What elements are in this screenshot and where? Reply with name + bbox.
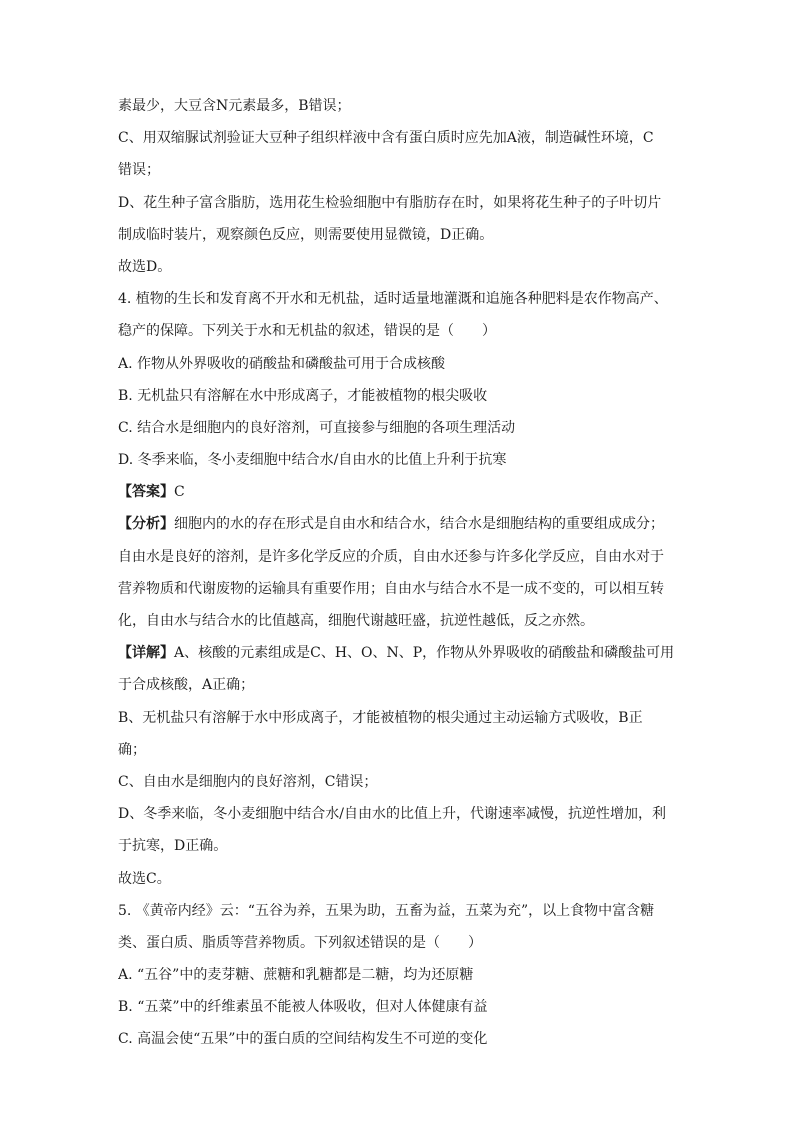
- text-line: 化，自由水与结合水的比值越高，细胞代谢越旺盛，抗逆性越低，反之亦然。: [118, 613, 594, 629]
- answer-value: C: [174, 484, 185, 501]
- text-line: 自由水是良好的溶剂，是许多化学反应的介质，自由水还参与许多化学反应，自由水对于: [118, 548, 664, 565]
- text-line: 故选C。: [118, 870, 171, 887]
- option-d: D. 冬季来临，冬小麦细胞中结合水/自由水的比值上升利于抗寒: [118, 452, 507, 469]
- question-5-stem: 5. 《黄帝内经》云：“五谷为养，五果为助，五畜为益，五菜为充”，以上食物中富含糖: [118, 902, 655, 919]
- detail-tag: 【详解】: [118, 645, 174, 662]
- text-line: 错误；: [118, 162, 160, 179]
- text-line: B、无机盐只有溶解于水中形成离子，才能被植物的根尖通过主动运输方式吸收，B正: [118, 709, 643, 726]
- text-line: 于抗寒，D正确。: [118, 838, 228, 855]
- text-line: 稳产的保障。下列关于水和无机盐的叙述，错误的是（ ）: [118, 323, 496, 340]
- text-line: 确；: [118, 741, 146, 758]
- option-b: B. “五菜”中的纤维素虽不能被人体吸收，但对人体健康有益: [118, 999, 488, 1016]
- document-page: [118, 96, 678, 1062]
- option-a: A. “五谷”中的麦芽糖、蔗糖和乳糖都是二糖，均为还原糖: [118, 967, 474, 984]
- detail-line: [118, 643, 678, 663]
- option-a: A. 作物从外界吸收的硝酸盐和磷酸盐可用于合成核酸: [118, 355, 446, 372]
- option-c: C. 结合水是细胞内的良好溶剂，可直接参与细胞的各项生理活动: [118, 419, 516, 436]
- option-c: C. 高温会使“五果”中的蛋白质的空间结构发生不可逆的变化: [118, 1031, 488, 1048]
- option-b: B. 无机盐只有溶解在水中形成离子，才能被植物的根尖吸收: [118, 387, 488, 404]
- answer-tag: 【答案】: [118, 484, 174, 501]
- detail-text: A、核酸的元素组成是C、H、O、N、P，作物从外界吸收的硝酸盐和磷酸盐可用: [174, 645, 675, 662]
- text-line: C、自由水是细胞内的良好溶剂，C错误；: [118, 773, 378, 790]
- question-4-stem: 4. 植物的生长和发育离不开水和无机盐，适时适量地灌溉和追施各种肥料是农作物高产、: [118, 291, 668, 308]
- text-line: C、用双缩脲试剂验证大豆种子组织样液中含有蛋白质时应先加A液，制造碱性环境，C: [118, 130, 654, 147]
- answer-line: [118, 482, 678, 502]
- text-line: 于合成核酸，A正确；: [118, 677, 255, 694]
- text-line: D、花生种子富含脂肪，选用花生检验细胞中有脂肪存在时，如果将花生种子的子叶切片: [118, 194, 662, 211]
- text-line: 营养物质和代谢废物的运输具有重要作用；自由水与结合水不是一成不变的，可以相互转: [118, 580, 664, 597]
- analysis-text: 细胞内的水的存在形式是自由水和结合水，结合水是细胞结构的重要组成成分；: [174, 516, 664, 533]
- text-line: D、冬季来临，冬小麦细胞中结合水/自由水的比值上升，代谢速率减慢，抗逆性增加，利: [118, 806, 666, 823]
- text-line: 素最少，大豆含N元素最多，B错误；: [118, 98, 351, 114]
- text-line: 类、蛋白质、脂质等营养物质。下列叙述错误的是（ ）: [118, 934, 482, 951]
- analysis-tag: 【分析】: [118, 516, 174, 533]
- analysis-line: [118, 514, 678, 534]
- text-line: 制成临时装片，观察颜色反应，则需要使用显微镜，D正确。: [118, 226, 494, 243]
- text-line: 故选D。: [118, 258, 172, 275]
